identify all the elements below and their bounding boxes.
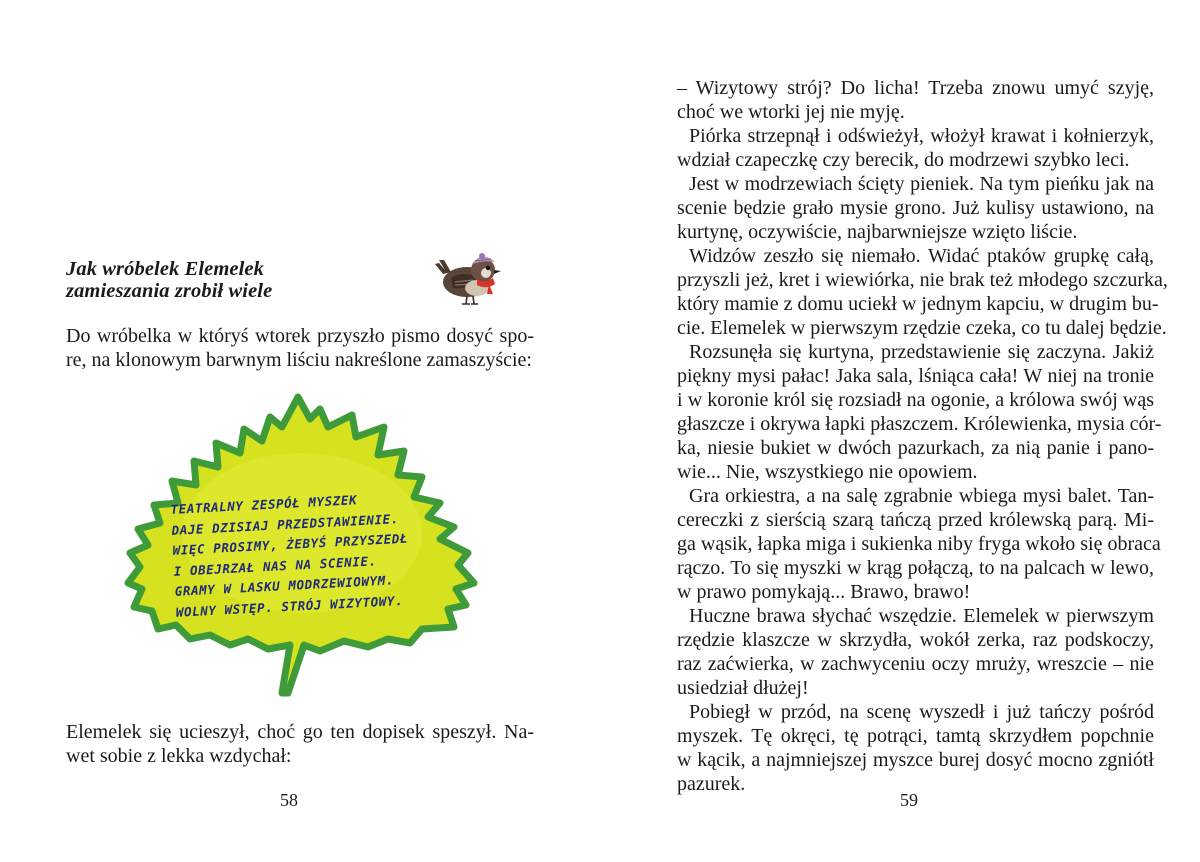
text-line: cereczki z sierścią szarą tańczą przed królewską parą. Mi- [677, 509, 1154, 531]
after-leaf-paragraph [66, 720, 534, 768]
text-line: ga wąsik, łapka miga i sukienka niby fryga wkoło się obraca [677, 533, 1161, 555]
text-line: myszek. Tę okręci, tę potrąci, tamtą skrzydłem popchnie [677, 725, 1154, 747]
text-line: choć we wtorki jej nie myję. [677, 101, 905, 123]
story-continuation [677, 76, 1168, 796]
text-line: wie... Nie, wszystkiego nie opowiem. [677, 461, 978, 483]
text-line: raz zaćwierka, w zachwyceniu oczy mruży, wreszcie – nie [677, 653, 1154, 675]
text-line: piękny mysi pałac! Jaka sala, lśniąca cała! W niej na tronie [677, 365, 1154, 387]
text-line: rzędzie klaszcze w skrzydła, wokół zerka, raz podskoczy, [677, 629, 1154, 651]
text-line: wet sobie z lekka wzdychał: [66, 745, 292, 767]
text-line: rączo. To się myszki w krąg połączą, to na palcach w lewo, [677, 557, 1154, 579]
page-number: 58 [280, 790, 298, 810]
story-title-line: zamieszania zrobił wiele [66, 280, 273, 302]
invitation-line: DAJE DZISIAJ PRZEDSTAWIENIE. [171, 510, 400, 538]
invitation-line: WOLNY WSTĘP. STRÓJ WIZYTOWY. [175, 592, 404, 620]
invitation-line: TEATRALNY ZESPÓŁ MYSZEK [170, 492, 358, 517]
page-number: 59 [900, 790, 918, 810]
text-line: wdział czapeczkę czy berecik, do modrzewi szybko leci. [677, 149, 1130, 171]
text-line: Elemelek się ucieszył, choć go ten dopisek speszył. Na- [66, 721, 534, 743]
text-line: Pobiegł w przód, na scenę wyszedł i już tańczy pośród [689, 701, 1154, 723]
text-line: głaszcze i okrywa łapki płaszczem. Królewienka, mysia cór- [677, 413, 1162, 435]
text-line: Jest w modrzewiach ścięty pieniek. Na tym pieńku jak na [689, 173, 1154, 195]
invitation-line: WIĘC PROSIMY, ŻEBYŚ PRZYSZEDŁ [172, 530, 409, 558]
text-line: Piórka strzepnął i odświeżył, włożył krawat i kołnierzyk, [689, 125, 1154, 147]
text-line: Do wróbelka w któryś wtorek przyszło pismo dosyć spo- [66, 325, 534, 347]
text-line: pazurek. [677, 773, 746, 795]
text-line: ka, niesie bukiet w dwóch pazurkach, za nią panie i pano- [677, 437, 1154, 459]
text-line: – Wizytowy strój? Do licha! Trzeba znowu umyć szyję, [677, 77, 1154, 99]
text-line: przyszli jeż, kret i wiewiórka, nie brak też młodego szczurka, [677, 269, 1168, 291]
invitation-line: I OBEJRZAŁ NAS NA SCENIE. [173, 552, 377, 579]
text-line: kurtynę, oczywiście, najbarwniejsze wzięto liście. [677, 221, 1078, 243]
intro-paragraph [66, 324, 534, 372]
text-line: który mamie z domu uciekł w jednym kapciu, w drugim bu- [677, 293, 1159, 315]
text-line: Huczne brawa słychać wszędzie. Elemelek w pierwszym [689, 605, 1154, 627]
text-line: w kącik, a najmniejszej myszce burej dosyć mocno zgniótł [677, 749, 1154, 771]
leaf-invitation-text [170, 485, 456, 622]
text-line: cie. Elemelek w pierwszym rzędzie czeka, co tu dalej będzie. [677, 317, 1167, 339]
invitation-line: GRAMY W LASKU MODRZEWIOWYM. [174, 572, 395, 599]
story-title [66, 258, 272, 302]
text-line: usiedział dłużej! [677, 677, 809, 699]
text-line: scenie będzie grało mysie grono. Już kulisy ustawiono, na [677, 197, 1154, 219]
text-line: i w koronie król się rozsiadł na ogonie, a królowa swój wąs [677, 389, 1154, 411]
sparrow-illustration [433, 244, 513, 308]
text-line: Gra orkiestra, a na salę zgrabnie wbiega mysi balet. Tan- [689, 485, 1154, 507]
right-page [600, 0, 1200, 862]
text-line: re, na klonowym barwnym liściu nakreślone zamaszyście: [66, 349, 532, 371]
text-line: Rozsunęła się kurtyna, przedstawienie się zaczyna. Jakiż [689, 341, 1154, 363]
text-line: Widzów zeszło się niemało. Widać ptaków grupkę całą, [689, 245, 1154, 267]
text-line: w prawo pomykają... Brawo, brawo! [677, 581, 971, 603]
story-title-line: Jak wróbelek Elemelek [66, 258, 264, 280]
